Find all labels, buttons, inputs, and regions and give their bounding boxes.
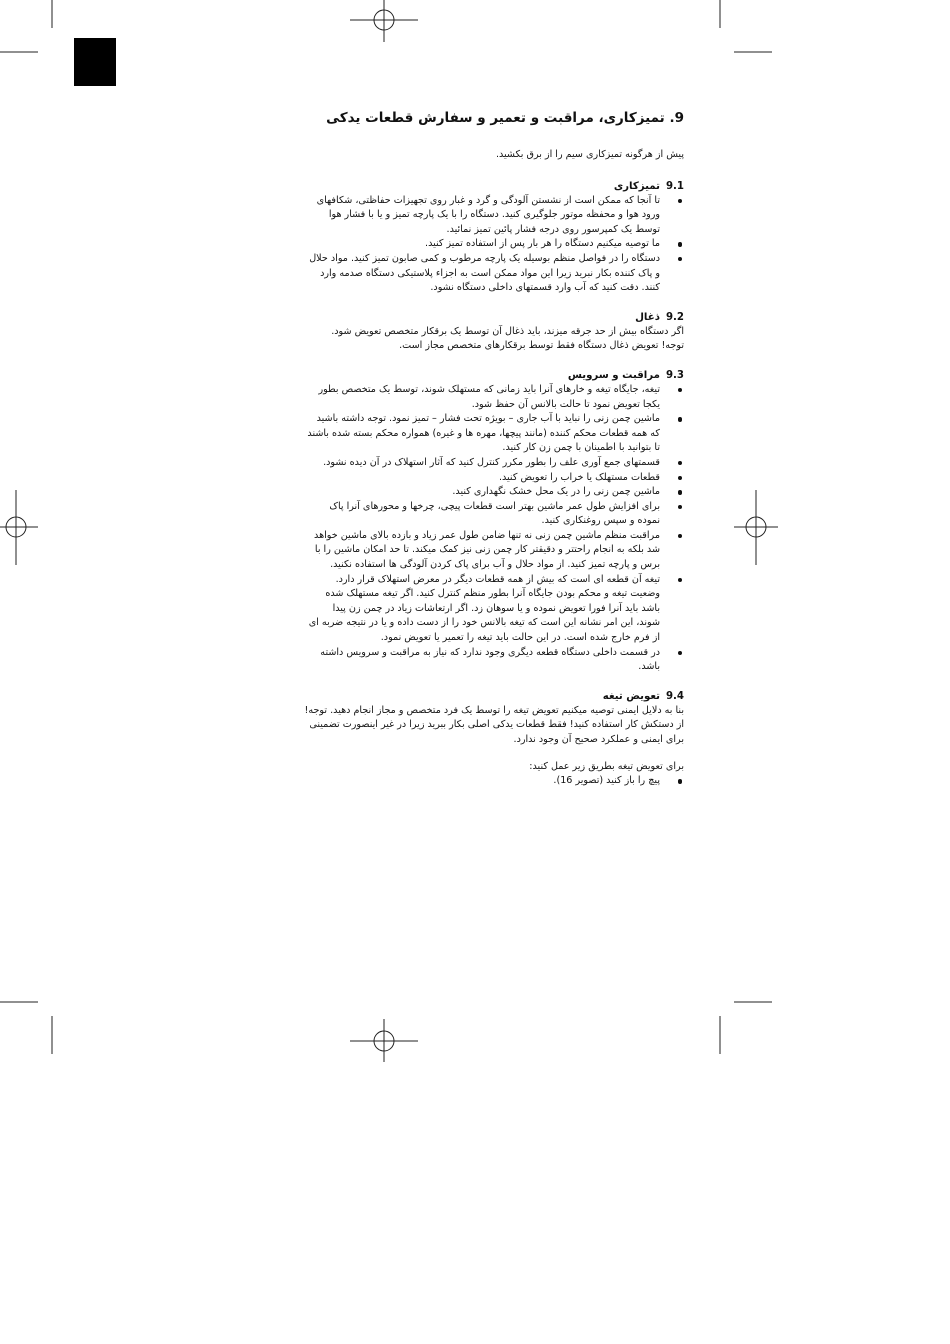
section-heading xyxy=(300,689,684,704)
section-title: تعویض تیغه xyxy=(602,690,660,702)
bullet-icon xyxy=(678,651,683,656)
bullet-icon xyxy=(678,388,683,393)
paragraph: بنا به دلایل ایمنی توصیه میکنیم تعویض تیغه را توسط یک فرد متخصص و مجاز انجام دهید. توجه! از دستکش کار استفاده کنید! فقط قطعات یدکی اصلی بکار ببرید زیرا در غیر اینصورت تضمینی برای ایمنی و عملکرد صحیح آن وجود ندارد. xyxy=(304,704,684,745)
section-number: 9.3 xyxy=(665,369,684,381)
section-title: مراقبت و سرویس xyxy=(567,369,660,381)
chapter-title xyxy=(300,108,684,128)
list-item: قسمتهای جمع آوری علف را بطور مکرر کنترل کنید که آثار استهلاک در آن دیده نشود. xyxy=(300,456,684,471)
list-item: ماشین چمن زنی را نباید با آب جاری – بویژه تحت فشار – تمیز نمود. توجه داشته باشید که همه قطعات محکم کننده (مانند پیچها، مهره ها و غیره) همواره محکم بسته شده باشند تا بتوانید با اطمینان با چمن زن کار کنید. xyxy=(300,412,684,456)
bullet-list xyxy=(300,383,684,675)
list-item: مراقبت منظم ماشین چمن زنی نه تنها ضامن طول عمر زیاد و بازده بالای ماشین خواهد شد بلکه به انجام راحتتر و دقیقتر کار چمن زنی نیز کمک میکند. تا حد امکان ماشین را با برس و پارچه تمیز کنید. از مواد حلال و آب برای پاک کردن آلودگی ها استفاده نکنید. xyxy=(300,529,684,573)
bullet-icon xyxy=(678,257,683,262)
list-item: تا آنجا که ممکن است از نشستن آلودگی و گرد و غبار روی تجهیزات حفاظتی، شکافهای ورود هوا و محفظه موتور جلوگیری کنید. دستگاه را با یک پارچه تمیز و یا با فشار هوا توسط یک کمپرسور روی درجه فشار پائین تمیز نمائید. xyxy=(300,194,684,238)
paragraph: اگر دستگاه بیش از حد جرقه میزند، باید ذغال آن توسط یک برقکار متخصص تعویض شود. xyxy=(331,325,684,337)
section-carbon-brushes xyxy=(300,310,684,354)
registration-mark-left xyxy=(0,490,38,565)
section-number: 9.2 xyxy=(665,311,684,323)
registration-mark-right xyxy=(734,490,778,565)
bullet-icon xyxy=(678,476,683,481)
bullet-list xyxy=(300,774,684,789)
list-item: تیغه، جایگاه تیغه و خارهای آنرا باید زمانی که مستهلک شوند، توسط یک متخصص بطور یکجا تعویض نمود تا حالت بالانس آن حفظ شود. xyxy=(300,383,684,412)
chapter-title-text: تمیزکاری، مراقبت و تعمیر و سفارش قطعات یدکی xyxy=(326,110,665,126)
section-title: تمیزکاری xyxy=(613,180,660,192)
list-item: ماشین چمن زنی را در یک محل خشک نگهداری کنید. xyxy=(300,485,684,500)
black-thumb-tab xyxy=(74,38,116,86)
bullet-icon xyxy=(678,505,683,510)
bullet-icon xyxy=(678,199,683,204)
section-cleaning xyxy=(300,179,684,296)
bullet-icon xyxy=(678,534,683,539)
chapter-number: 9. xyxy=(669,110,684,126)
bullet-icon xyxy=(678,461,683,466)
bullet-icon xyxy=(678,242,683,247)
intro-text: پیش از هرگونه تمیزکاری سیم را از برق بکشید. xyxy=(495,149,684,160)
list-item: پیچ را باز کنید (تصویر 16). xyxy=(300,774,684,789)
paragraph: توجه! تعویض ذغال دستگاه فقط توسط برقکارهای متخصص مجاز است. xyxy=(399,340,684,352)
list-item: ما توصیه میکنیم دستگاه را هر بار پس از استفاده تمیز کنید. xyxy=(300,237,684,252)
list-item: برای افزایش طول عمر ماشین بهتر است قطعات پیچی، چرخها و محورهای آنرا پاک نموده و سپس روغنکاری کنید. xyxy=(300,500,684,529)
section-heading xyxy=(300,310,684,325)
bullet-list xyxy=(300,194,684,296)
list-item: در قسمت داخلی دستگاه قطعه دیگری وجود ندارد که نیاز به مراقبت و سرویس داشته باشد. xyxy=(300,646,684,675)
list-item: تیغه آن قطعه ای است که بیش از همه قطعات دیگر در معرض استهلاک قرار دارد. وضعیت تیغه و محکم بودن جایگاه آنرا بطور منظم کنترل کنید. اگر تیغه مستهلک شده باشد باید آنرا فورا تعویض نموده و یا سوهان زد. اگر ارتعاشات زیاد در چمن زن پیدا شوند، این امر نشانه این است که تیغه بالانس خود را از دست داده و یا در نتیجه ضربه ای از فرم خارج شده است. در این حالت باید تیغه را تعمیر یا تعویض نمود. xyxy=(300,573,684,646)
section-title: ذغال xyxy=(635,311,660,323)
section-blade-replacement xyxy=(300,689,684,789)
section-maintenance xyxy=(300,368,684,675)
bullet-icon xyxy=(678,417,683,422)
bullet-icon xyxy=(678,490,683,495)
section-number: 9.4 xyxy=(665,690,684,702)
section-heading xyxy=(300,179,684,194)
instruction-lead: برای تعویض تیغه بطریق زیر عمل کنید: xyxy=(529,760,684,772)
list-item: دستگاه را در فواصل منظم بوسیله یک پارچه مرطوب و کمی صابون تمیز کنید. مواد حلال و پاک کننده بکار نبرید زیرا این مواد ممکن است به اجزاء پلاستیکی دستگاه صدمه وارد کنند. دقت کنید که آب وارد قسمتهای داخلی دستگاه نشود. xyxy=(300,252,684,296)
registration-mark-bottom xyxy=(350,1019,418,1062)
section-heading xyxy=(300,368,684,383)
bullet-icon xyxy=(678,578,683,583)
registration-mark-top xyxy=(350,0,418,42)
bullet-icon xyxy=(678,779,683,784)
list-item: قطعات مستهلک یا خراب را تعویض کنید. xyxy=(300,471,684,486)
page-content xyxy=(300,108,684,803)
section-number: 9.1 xyxy=(665,180,684,192)
